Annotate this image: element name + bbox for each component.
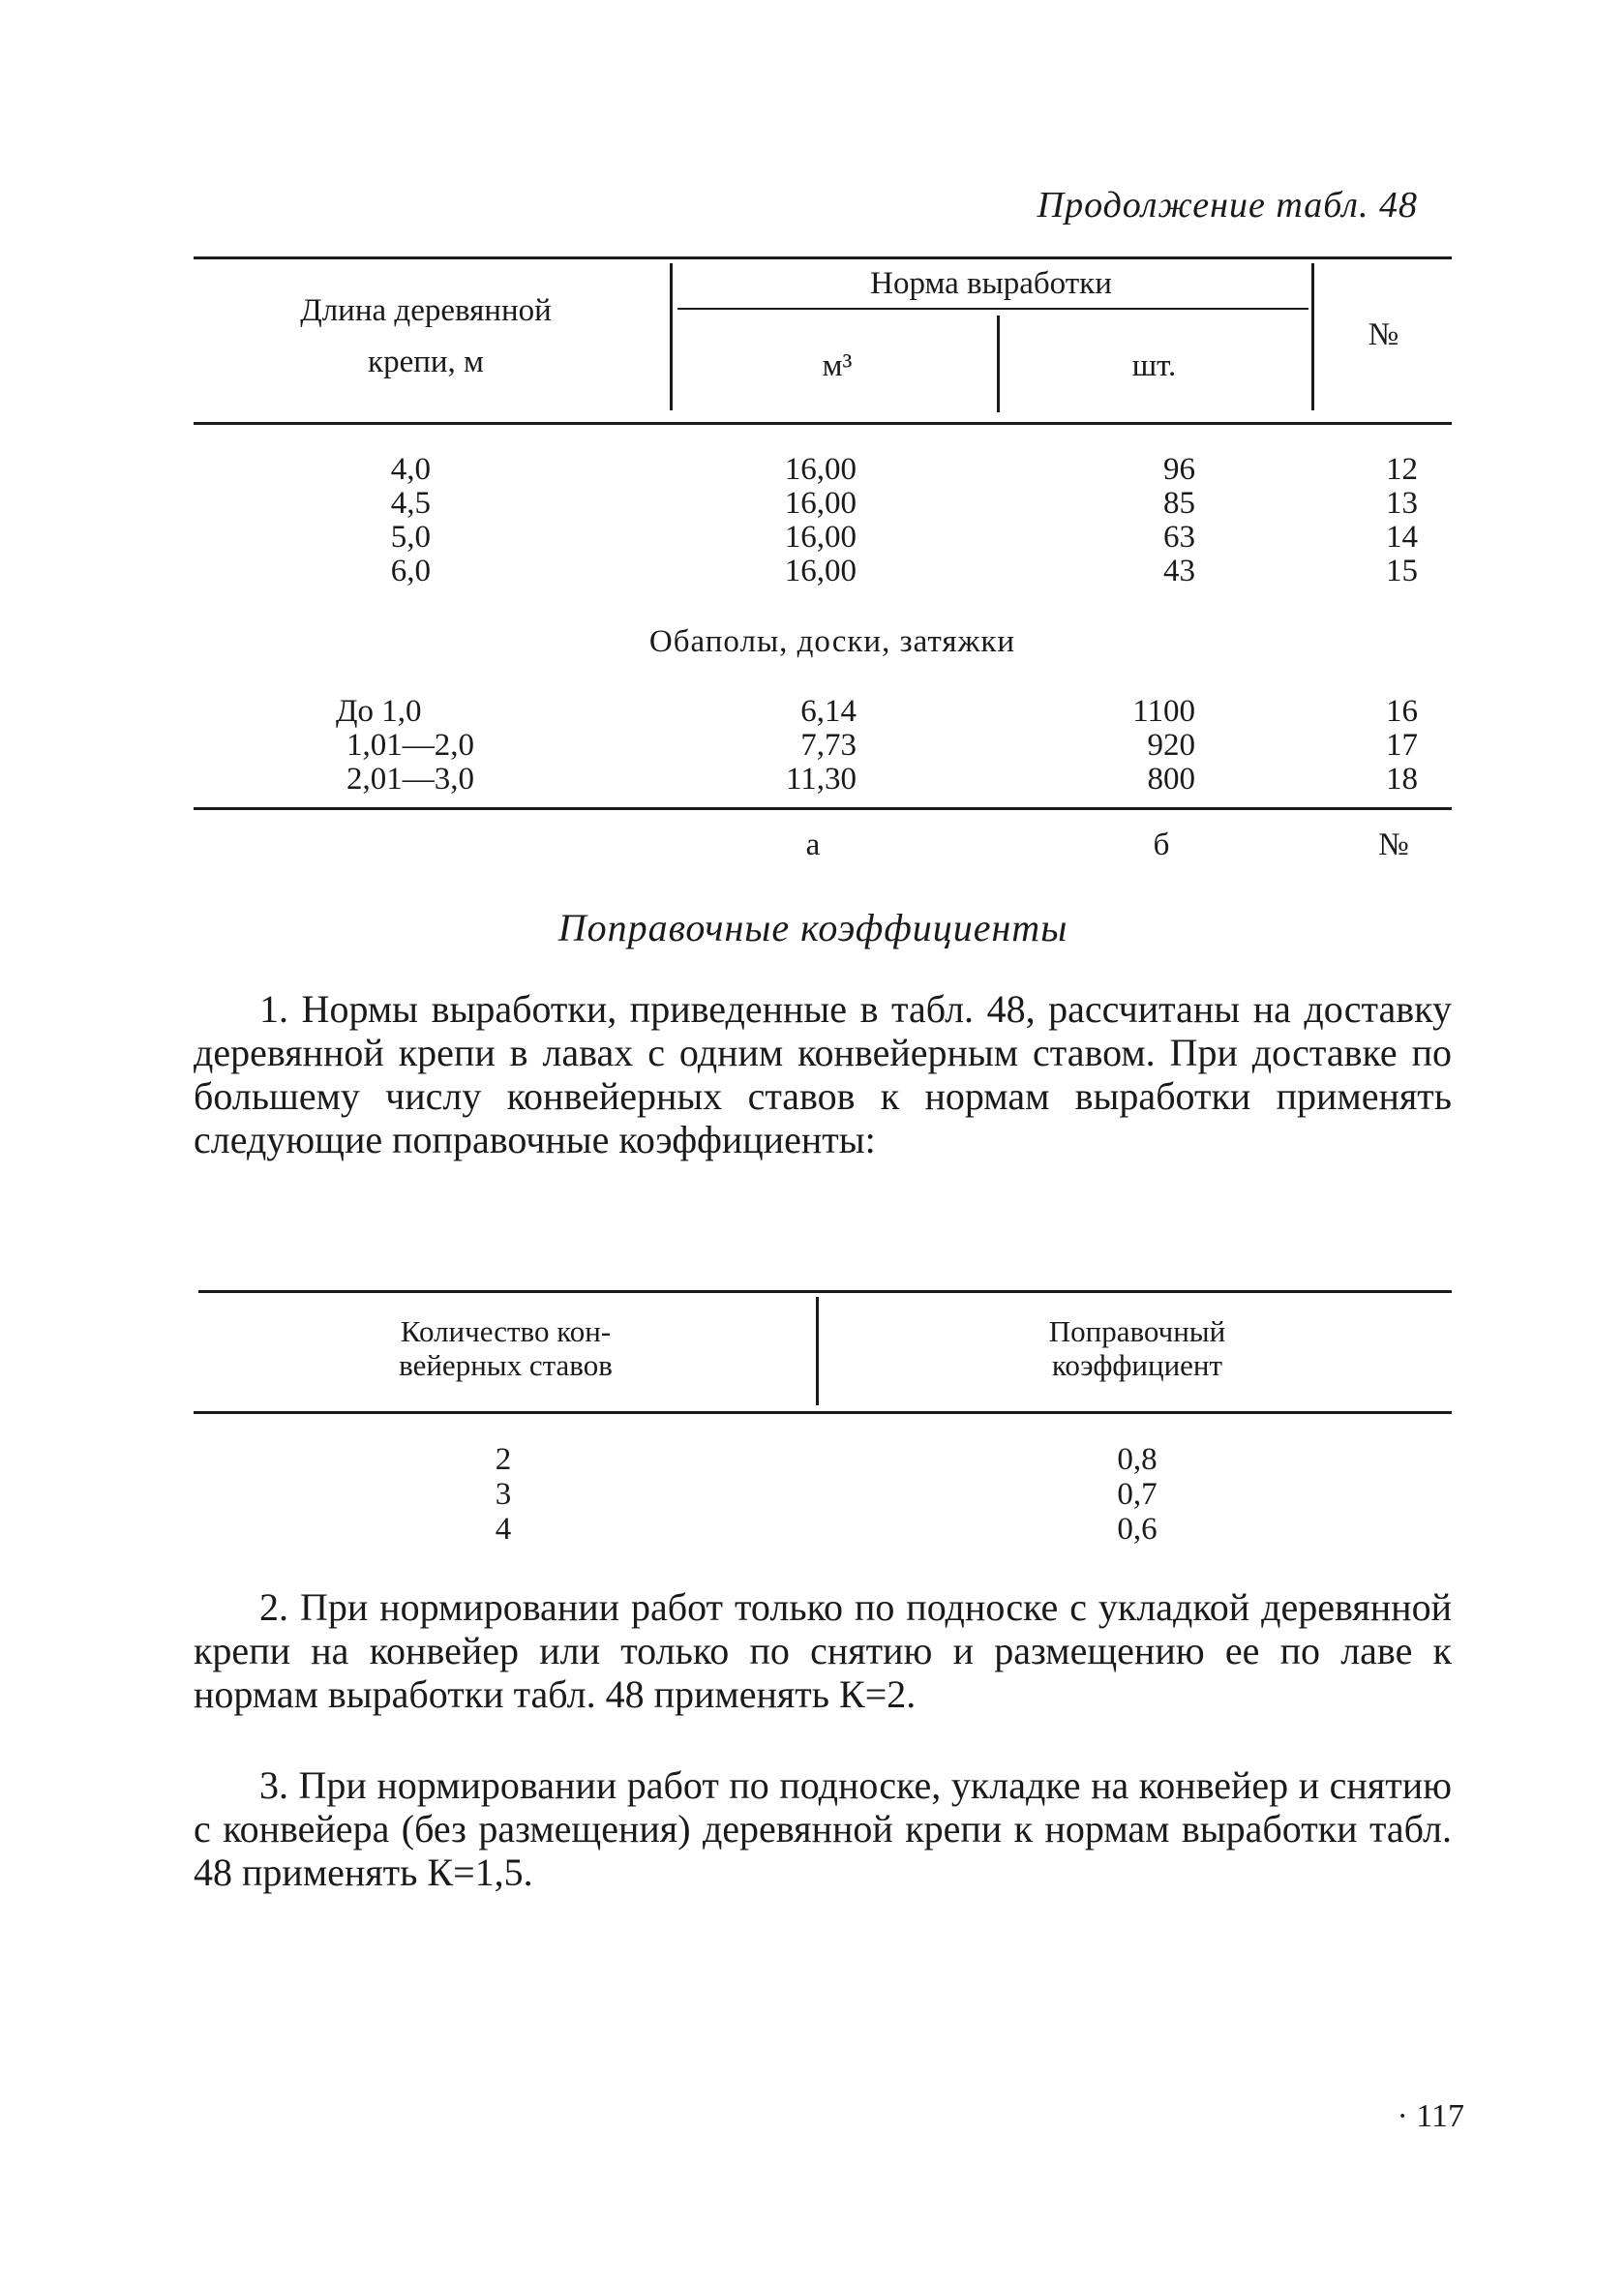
header-coef-line1: Поправочный bbox=[1048, 1314, 1226, 1348]
paragraph-3: 3. При нормировании работ по подноске, укладке на конвейер и снятию с конвейера (без размещения) деревянной крепи к нормам выработки табл. 48 применять К=1,5. bbox=[194, 1763, 1452, 1894]
header-length-line1: Длина деревянной bbox=[300, 293, 552, 328]
paragraph-2: 2. При нормировании работ только по подноске с укладкой деревянной крепи на конвейер или только по снятию и размещению ее по лаве к нормам выработки табл. 48 применять К=2. bbox=[194, 1585, 1452, 1716]
table-cell: 63 bbox=[1163, 520, 1195, 555]
page-number: · 117 bbox=[1397, 2098, 1464, 2134]
table-cell: 96 bbox=[1163, 452, 1195, 487]
table-cell: 13 bbox=[1386, 486, 1418, 521]
group2-length-column bbox=[194, 695, 474, 797]
header-no: № bbox=[1368, 317, 1399, 352]
header-sht: шт. bbox=[1131, 348, 1177, 383]
footer-no: № bbox=[1378, 828, 1409, 862]
table-cell: 85 bbox=[1163, 486, 1195, 521]
header-divider-1 bbox=[670, 263, 673, 410]
header-count-line1: Количество кон- bbox=[400, 1314, 612, 1348]
header-count-line2: вейерных ставов bbox=[399, 1348, 613, 1382]
table-cell: 7,73 bbox=[800, 728, 857, 763]
table-48-bottom-rule bbox=[194, 807, 1452, 810]
group2-no-column bbox=[1336, 695, 1418, 797]
table-48-top-rule bbox=[194, 256, 1452, 259]
table-48-header-rule bbox=[194, 422, 1452, 425]
footer-a: а bbox=[805, 828, 821, 862]
header-norm-rule bbox=[677, 308, 1308, 310]
table-2-header-rule bbox=[194, 1411, 1452, 1414]
table-cell: До 1,0 bbox=[336, 694, 422, 729]
table-cell: 14 bbox=[1386, 520, 1418, 555]
header-divider-2 bbox=[997, 316, 1000, 412]
corrections-heading: Поправочные коэффициенты bbox=[557, 906, 1068, 949]
table-cell: 15 bbox=[1386, 554, 1418, 588]
table-cell: 0,6 bbox=[1117, 1512, 1158, 1547]
table-cell: 2,01—3,0 bbox=[346, 762, 474, 797]
header-norm: Норма выработки bbox=[870, 266, 1112, 301]
header-length bbox=[198, 295, 653, 378]
group1-length-column bbox=[194, 453, 431, 588]
group2-sht-column bbox=[1065, 695, 1195, 797]
table-caption: Продолжение табл. 48 bbox=[1037, 185, 1418, 226]
table-cell: 16 bbox=[1386, 694, 1418, 729]
header-m3: м³ bbox=[822, 348, 853, 383]
header-conveyor-count bbox=[203, 1314, 808, 1382]
table-cell: 920 bbox=[1147, 728, 1195, 763]
table-cell: 16,00 bbox=[784, 452, 857, 487]
group1-m3-column bbox=[677, 453, 857, 588]
table-cell: 2 bbox=[495, 1442, 512, 1477]
table-2-divider bbox=[816, 1297, 819, 1405]
table-cell: 4,0 bbox=[390, 452, 431, 487]
table-cell: 1100 bbox=[1132, 694, 1195, 729]
header-coefficient bbox=[823, 1314, 1452, 1382]
table-cell: 4,5 bbox=[390, 486, 431, 521]
group1-no-column bbox=[1336, 453, 1418, 588]
table-cell: 12 bbox=[1386, 452, 1418, 487]
table-cell: 11,30 bbox=[785, 762, 857, 797]
table-cell: 800 bbox=[1147, 762, 1195, 797]
paragraph-1: 1. Нормы выработки, приведенные в табл. 48, рассчитаны на доставку деревянной крепи в лавах с одним конвейерным ставом. При доставке по большему числу конвейерных ставов к нормам выработки применять следующие поправочные коэффициенты: bbox=[194, 987, 1452, 1161]
table-2-top-rule bbox=[198, 1290, 1452, 1293]
table-cell: 17 bbox=[1386, 728, 1418, 763]
table-cell: 16,00 bbox=[784, 486, 857, 521]
table-cell: 5,0 bbox=[390, 520, 431, 555]
table-cell: 16,00 bbox=[784, 520, 857, 555]
table-cell: 16,00 bbox=[784, 554, 857, 588]
table-cell: 0,7 bbox=[1117, 1477, 1158, 1512]
table-cell: 3 bbox=[495, 1477, 512, 1512]
group2-m3-column bbox=[677, 695, 857, 797]
table-cell: 4 bbox=[495, 1512, 512, 1547]
header-divider-3 bbox=[1311, 263, 1314, 410]
coefficient-column bbox=[1089, 1442, 1186, 1547]
table-cell: 1,01—2,0 bbox=[346, 728, 474, 763]
conveyor-count-column bbox=[465, 1442, 542, 1547]
table-cell: 0,8 bbox=[1117, 1442, 1158, 1477]
table-cell: 6,14 bbox=[800, 694, 857, 729]
header-length-line2: крепи, м bbox=[368, 345, 484, 379]
table-cell: 43 bbox=[1163, 554, 1195, 588]
table-cell: 6,0 bbox=[390, 554, 431, 588]
section-label: Обаполы, доски, затяжки bbox=[648, 624, 1016, 659]
group1-sht-column bbox=[1065, 453, 1195, 588]
footer-b: б bbox=[1153, 828, 1170, 862]
table-cell: 18 bbox=[1386, 762, 1418, 797]
header-coef-line2: коэффициент bbox=[1051, 1348, 1223, 1382]
